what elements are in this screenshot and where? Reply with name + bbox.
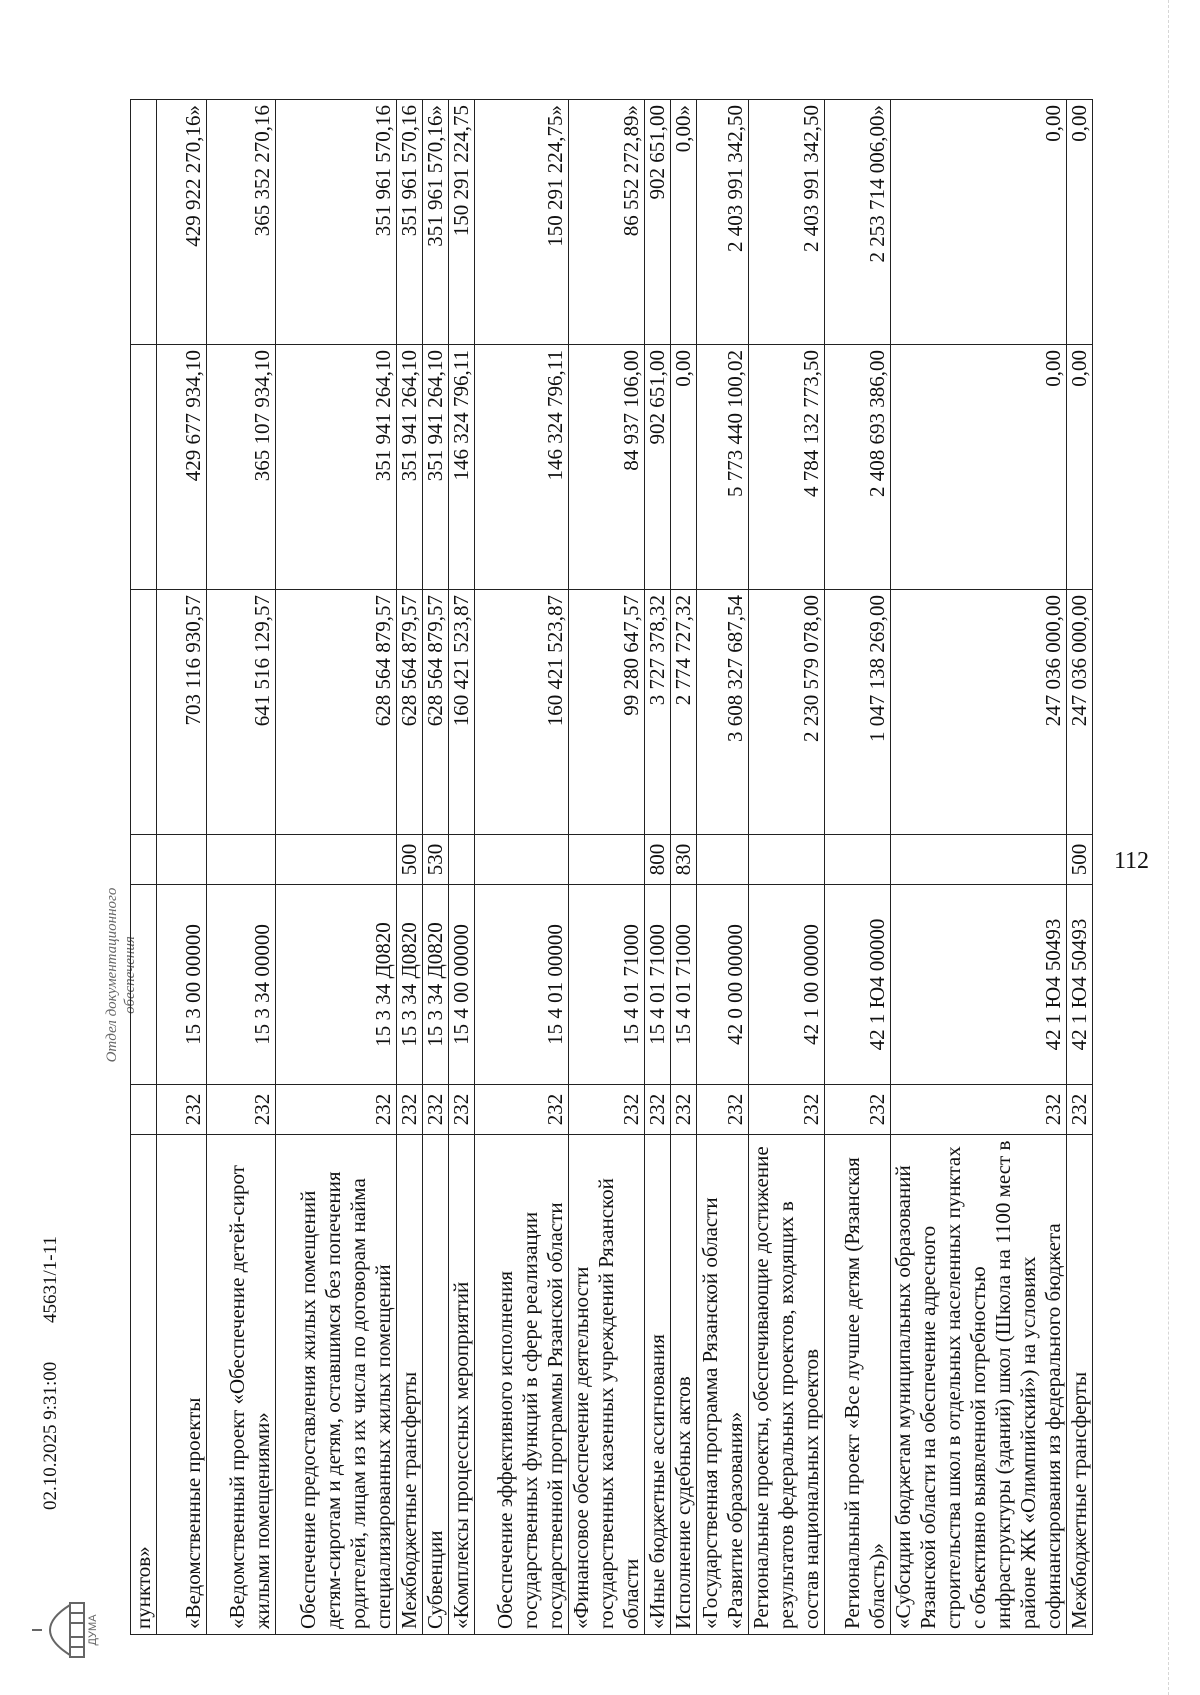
cell-name: Региональный проект «Все лучшее детям (Рязанская область)»: [825, 1135, 891, 1635]
cell-csr: 15 4 01 71000: [645, 885, 671, 1085]
cell-name: Межбюджетные трансферты: [397, 1135, 423, 1635]
budget-table-body: [131, 100, 1093, 1635]
cell-code: 232: [157, 1085, 207, 1135]
cell-v1: 641 516 129,57: [207, 590, 276, 835]
cell-v1: 160 421 523,87: [449, 590, 475, 835]
cell-v2: 2 408 693 386,00: [825, 345, 891, 590]
table-row: [645, 100, 671, 1635]
cell-v1: 99 280 647,57: [569, 590, 645, 835]
cell-v3: 351 961 570,16»: [423, 100, 449, 345]
cell-code: 232: [749, 1085, 825, 1135]
cell-csr: 15 3 34 00000: [207, 885, 276, 1085]
cell-code: 232: [671, 1085, 697, 1135]
cell-v3: 150 291 224,75»: [475, 100, 569, 345]
cell-v3: 2 403 991 342,50: [749, 100, 825, 345]
cell-vr: [157, 835, 207, 885]
cell-vr: [449, 835, 475, 885]
cell-code: 232: [569, 1085, 645, 1135]
cell-v3: 351 961 570,16: [397, 100, 423, 345]
cell-csr: 42 1 00 00000: [749, 885, 825, 1085]
duma-emblem-icon: [20, 1585, 100, 1675]
cell-v1: 247 036 000,00: [1067, 590, 1093, 835]
cell-v1: 160 421 523,87: [475, 590, 569, 835]
cell-code: 232: [697, 1085, 749, 1135]
cell-vr: [276, 835, 397, 885]
cell-v2: 146 324 796,11: [475, 345, 569, 590]
cell-name: Субвенции: [423, 1135, 449, 1635]
cell-code: 232: [276, 1085, 397, 1135]
cell-csr: 42 1 Ю4 50493: [891, 885, 1067, 1085]
cell-csr: 15 4 01 00000: [475, 885, 569, 1085]
cell-code: 232: [645, 1085, 671, 1135]
cell-name: «Субсидии бюджетам муниципальных образований Рязанской области на обеспечение адресного строительства школ в отдельных населенных пунктах с объективно выявленной потребностью инфраструктуры (зданий) школ (Школа на 1100 мест в районе ЖК «Олимпийский») на условиях софинансирования из федерального бюджета: [891, 1135, 1067, 1635]
cell-vr: [131, 835, 157, 885]
cell-v2: 429 677 934,10: [157, 345, 207, 590]
cell-v2: 146 324 796,11: [449, 345, 475, 590]
scan-edge: [1168, 0, 1183, 1695]
table-row: [157, 100, 207, 1635]
cell-v1: 3 608 327 687,54: [697, 590, 749, 835]
table-row: [423, 100, 449, 1635]
cell-v2: 902 651,00: [645, 345, 671, 590]
table-row: [749, 100, 825, 1635]
cell-v1: [131, 590, 157, 835]
cell-name: Обеспечение эффективного исполнения государственных функций в сфере реализации государственной программы Рязанской области: [475, 1135, 569, 1635]
cell-v2: 351 941 264,10: [423, 345, 449, 590]
footer-code: 45631/1-11: [40, 1236, 61, 1323]
cell-v1: 1 047 138 269,00: [825, 590, 891, 835]
cell-v2: 351 941 264,10: [276, 345, 397, 590]
cell-v2: 365 107 934,10: [207, 345, 276, 590]
cell-csr: 15 4 01 71000: [569, 885, 645, 1085]
cell-v3: 365 352 270,16: [207, 100, 276, 345]
table-row: [449, 100, 475, 1635]
cell-code: 232: [825, 1085, 891, 1135]
cell-v2: 84 937 106,00: [569, 345, 645, 590]
cell-v1: 3 727 378,32: [645, 590, 671, 835]
table-row: [569, 100, 645, 1635]
table-row: [891, 100, 1067, 1635]
cell-v2: [131, 345, 157, 590]
cell-vr: 500: [397, 835, 423, 885]
cell-code: 232: [207, 1085, 276, 1135]
cell-v2: 0,00: [891, 345, 1067, 590]
cell-name: Исполнение судебных актов: [671, 1135, 697, 1635]
cell-code: 232: [891, 1085, 1067, 1135]
cell-name: пунктов»: [131, 1135, 157, 1635]
table-row: [671, 100, 697, 1635]
cell-csr: 15 3 00 00000: [157, 885, 207, 1085]
cell-v3: 0,00: [1067, 100, 1093, 345]
cell-v1: 628 564 879,57: [423, 590, 449, 835]
cell-name: Обеспечение предоставления жилых помещений детям-сиротам и детям, оставшимся без попечения родителей, лицам из их числа по договорам найма специализированных жилых помещений: [276, 1135, 397, 1635]
cell-v2: 351 941 264,10: [397, 345, 423, 590]
cell-v2: 0,00: [1067, 345, 1093, 590]
cell-v3: 0,00»: [671, 100, 697, 345]
table-row: [475, 100, 569, 1635]
cell-name: «Комплексы процессных мероприятий: [449, 1135, 475, 1635]
cell-code: 232: [1067, 1085, 1093, 1135]
cell-code: 232: [475, 1085, 569, 1135]
cell-name: «Иные бюджетные ассигнования: [645, 1135, 671, 1635]
page-number: 112: [1113, 847, 1150, 874]
cell-vr: 530: [423, 835, 449, 885]
cell-vr: 800: [645, 835, 671, 885]
cell-code: [131, 1085, 157, 1135]
cell-v3: 429 922 270,16»: [157, 100, 207, 345]
cell-v2: 5 773 440 100,02: [697, 345, 749, 590]
table-row: [697, 100, 749, 1635]
cell-csr: 15 3 34 Д0820: [397, 885, 423, 1085]
cell-v3: 86 552 272,89»: [569, 100, 645, 345]
cell-csr: 15 3 34 Д0820: [276, 885, 397, 1085]
cell-code: 232: [423, 1085, 449, 1135]
budget-table: [130, 99, 1093, 1635]
cell-name: «Ведомственные проекты: [157, 1135, 207, 1635]
duma-logo: [20, 1585, 100, 1675]
cell-csr: 42 0 00 00000: [697, 885, 749, 1085]
cell-vr: [569, 835, 645, 885]
cell-csr: 42 1 Ю4 50493: [1067, 885, 1093, 1085]
cell-v1: 628 564 879,57: [397, 590, 423, 835]
cell-vr: [825, 835, 891, 885]
cell-csr: 15 3 34 Д0820: [423, 885, 449, 1085]
cell-v3: 351 961 570,16: [276, 100, 397, 345]
cell-v1: 2 774 727,32: [671, 590, 697, 835]
cell-vr: 500: [1067, 835, 1093, 885]
cell-code: 232: [397, 1085, 423, 1135]
cell-vr: [207, 835, 276, 885]
stamp-line-2: обеспечения: [122, 936, 138, 1014]
cell-v3: [131, 100, 157, 345]
cell-csr: 42 1 Ю4 00000: [825, 885, 891, 1085]
cell-vr: 830: [671, 835, 697, 885]
cell-v3: 902 651,00: [645, 100, 671, 345]
cell-v1: 2 230 579 078,00: [749, 590, 825, 835]
stamp-line-1: Отдел документационного: [104, 887, 120, 1063]
cell-vr: [749, 835, 825, 885]
cell-v3: 2 403 991 342,50: [697, 100, 749, 345]
cell-v1: 247 036 000,00: [891, 590, 1067, 835]
table-row: [1067, 100, 1093, 1635]
cell-vr: [891, 835, 1067, 885]
cell-name: «Финансовое обеспечение деятельности государственных казенных учреждений Рязанской области: [569, 1135, 645, 1635]
cell-vr: [697, 835, 749, 885]
table-row: [397, 100, 423, 1635]
cell-vr: [475, 835, 569, 885]
cell-v3: 2 253 714 006,00»: [825, 100, 891, 345]
cell-v2: 4 784 132 773,50: [749, 345, 825, 590]
cell-name: «Ведомственный проект «Обеспечение детей-сирот жилыми помещениями»: [207, 1135, 276, 1635]
cell-v1: 703 116 930,57: [157, 590, 207, 835]
table-row: [825, 100, 891, 1635]
cell-name: Межбюджетные трансферты: [1067, 1135, 1093, 1635]
cell-code: 232: [449, 1085, 475, 1135]
table-row: [207, 100, 276, 1635]
cell-v2: 0,00: [671, 345, 697, 590]
footer-date: 02.10.2025 9:31:00: [40, 1361, 61, 1510]
svg-text:ДУМА: ДУМА: [87, 1614, 99, 1646]
cell-csr: 15 4 00 00000: [449, 885, 475, 1085]
cell-csr: [131, 885, 157, 1085]
cell-csr: 15 4 01 71000: [671, 885, 697, 1085]
table-row: [131, 100, 157, 1635]
cell-v3: 0,00: [891, 100, 1067, 345]
cell-name: «Государственная программа Рязанской области «Развитие образования»: [697, 1135, 749, 1635]
cell-v3: 150 291 224,75: [449, 100, 475, 345]
cell-v1: 628 564 879,57: [276, 590, 397, 835]
cell-name: Региональные проекты, обеспечивающие достижение результатов федеральных проектов, входящих в состав национальных проектов: [749, 1135, 825, 1635]
table-row: [276, 100, 397, 1635]
